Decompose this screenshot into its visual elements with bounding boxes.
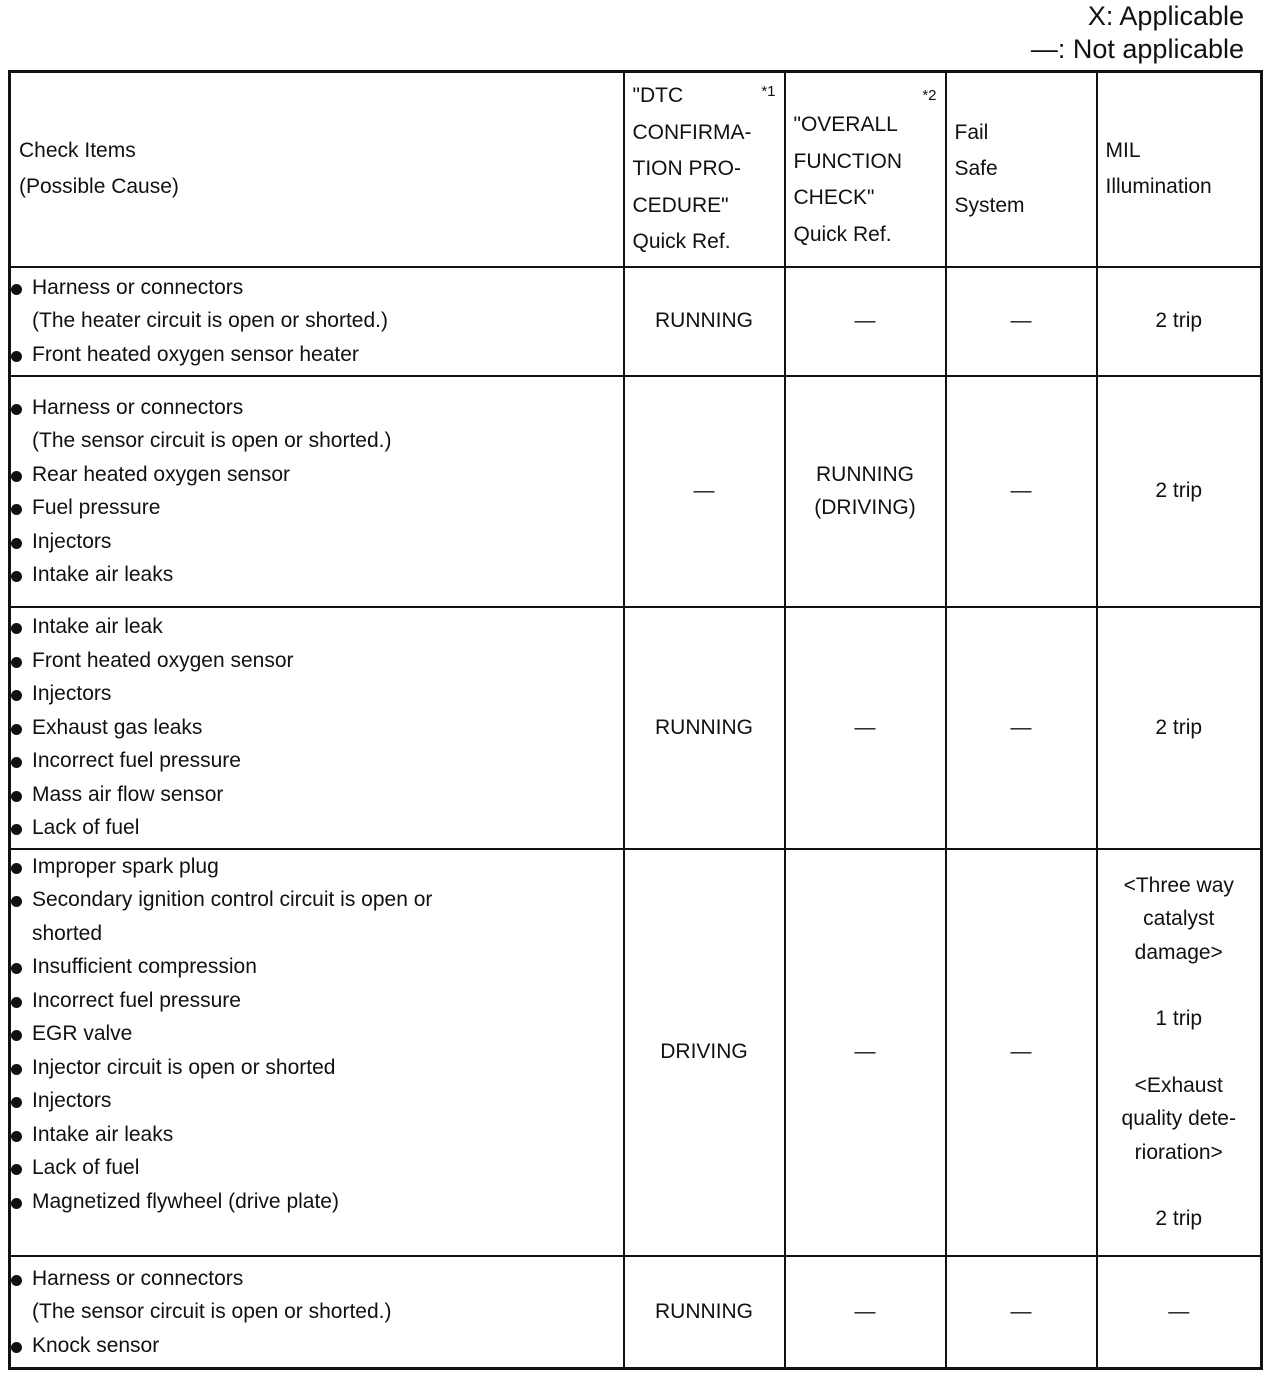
list-item: Intake air leak [11, 610, 623, 644]
footnote-2: *2 [922, 87, 937, 105]
bullet-icon [11, 538, 22, 549]
bullet-icon [11, 1198, 22, 1209]
list-item: Lack of fuel [11, 1151, 623, 1185]
bullet-icon [11, 351, 22, 362]
mil-trip-2: 2 trip [1155, 1207, 1203, 1230]
bullet-icon [11, 623, 22, 634]
dtc-cell: RUNNING [624, 607, 785, 849]
check-items-cell [10, 1256, 624, 1369]
fail-safe-cell: — [946, 1256, 1097, 1369]
dtc-cell: RUNNING [624, 1256, 785, 1369]
list-item: Mass air flow sensor [11, 778, 623, 812]
list-item: Front heated oxygen sensor [11, 644, 623, 678]
mil-cell: 2 trip [1097, 607, 1262, 849]
list-item: Harness or connectors (The heater circuit is open or shorted.) [11, 271, 623, 338]
list-item: Incorrect fuel pressure [11, 744, 623, 778]
mil-cell [1097, 849, 1262, 1256]
list-item: EGR valve [11, 1017, 623, 1051]
bullet-icon [11, 724, 22, 735]
table-row [10, 376, 1262, 607]
bullet-icon [11, 791, 22, 802]
overall-cell: — [785, 849, 946, 1256]
mil-cell: — [1097, 1256, 1262, 1369]
mil-trip-1: 1 trip [1155, 1007, 1203, 1030]
header-mil-illumination: MIL Illumination [1097, 72, 1262, 267]
list-item: Rear heated oxygen sensor [11, 458, 623, 492]
list-item: Injector circuit is open or shorted [11, 1051, 623, 1085]
dtc-cell: DRIVING [624, 849, 785, 1256]
header-check-items: Check Items (Possible Cause) [10, 72, 624, 267]
legend-applicable: X: Applicable [1087, 1, 1244, 31]
header-dtc-confirmation: "DTC *1 CONFIRMA- TION PRO- CEDURE" Quick Ref. [624, 72, 785, 267]
list-item: Injectors [11, 525, 623, 559]
list-item: Secondary ignition control circuit is open or shorted [11, 883, 623, 950]
legend [1031, 0, 1244, 66]
bullet-icon [11, 1064, 22, 1075]
overall-cell: — [785, 1256, 946, 1369]
fail-safe-cell: — [946, 607, 1097, 849]
fail-safe-cell: — [946, 267, 1097, 376]
mil-exhaust-quality: <Exhaust quality dete- rioration> [1121, 1073, 1236, 1164]
mil-catalyst-damage: <Three way catalyst damage> [1123, 873, 1234, 964]
legend-not-applicable: —: Not applicable [1030, 34, 1244, 64]
bullet-icon [11, 404, 22, 415]
bullet-icon [11, 963, 22, 974]
list-item: Incorrect fuel pressure [11, 984, 623, 1018]
overall-cell: RUNNING (DRIVING) [785, 376, 946, 607]
list-item: Knock sensor [11, 1329, 623, 1363]
mil-cell: 2 trip [1097, 267, 1262, 376]
list-item: Lack of fuel [11, 811, 623, 845]
table-row [10, 849, 1262, 1256]
mil-cell: 2 trip [1097, 376, 1262, 607]
table-row [10, 607, 1262, 849]
bullet-icon [11, 657, 22, 668]
bullet-icon [11, 997, 22, 1008]
bullet-icon [11, 571, 22, 582]
check-items-cell [10, 849, 624, 1256]
dtc-cell: — [624, 376, 785, 607]
list-item: Improper spark plug [11, 850, 623, 884]
bullet-icon [11, 1275, 22, 1286]
bullet-icon [11, 284, 22, 295]
bullet-icon [11, 863, 22, 874]
bullet-icon [11, 1131, 22, 1142]
list-item: Insufficient compression [11, 950, 623, 984]
list-item: Harness or connectors (The sensor circuit is open or shorted.) [11, 391, 623, 458]
list-item: Intake air leaks [11, 558, 623, 592]
diagnostic-table [8, 70, 1263, 1370]
bullet-icon [11, 824, 22, 835]
bullet-icon [11, 504, 22, 515]
bullet-icon [11, 757, 22, 768]
list-item: Injectors [11, 1084, 623, 1118]
list-item: Exhaust gas leaks [11, 711, 623, 745]
dtc-cell: RUNNING [624, 267, 785, 376]
overall-cell: — [785, 607, 946, 849]
list-item: Harness or connectors (The sensor circuit is open or shorted.) [11, 1262, 623, 1329]
table-row [10, 1256, 1262, 1369]
overall-cell: — [785, 267, 946, 376]
header-fail-safe: Fail Safe System [946, 72, 1097, 267]
bullet-icon [11, 690, 22, 701]
footnote-1: *1 [761, 83, 776, 100]
header-overall-function-check: *2 "OVERALL FUNCTION CHECK" Quick Ref. [785, 72, 946, 267]
fail-safe-cell: — [946, 376, 1097, 607]
bullet-icon [11, 896, 22, 907]
bullet-icon [11, 471, 22, 482]
header-row [10, 72, 1262, 267]
table-row [10, 267, 1262, 376]
check-items-cell [10, 376, 624, 607]
check-items-cell [10, 607, 624, 849]
list-item: Front heated oxygen sensor heater [11, 338, 623, 372]
bullet-icon [11, 1164, 22, 1175]
list-item: Fuel pressure [11, 491, 623, 525]
fail-safe-cell: — [946, 849, 1097, 1256]
list-item: Injectors [11, 677, 623, 711]
list-item: Magnetized flywheel (drive plate) [11, 1185, 623, 1219]
bullet-icon [11, 1097, 22, 1108]
bullet-icon [11, 1342, 22, 1353]
list-item: Intake air leaks [11, 1118, 623, 1152]
bullet-icon [11, 1030, 22, 1041]
check-items-cell [10, 267, 624, 376]
